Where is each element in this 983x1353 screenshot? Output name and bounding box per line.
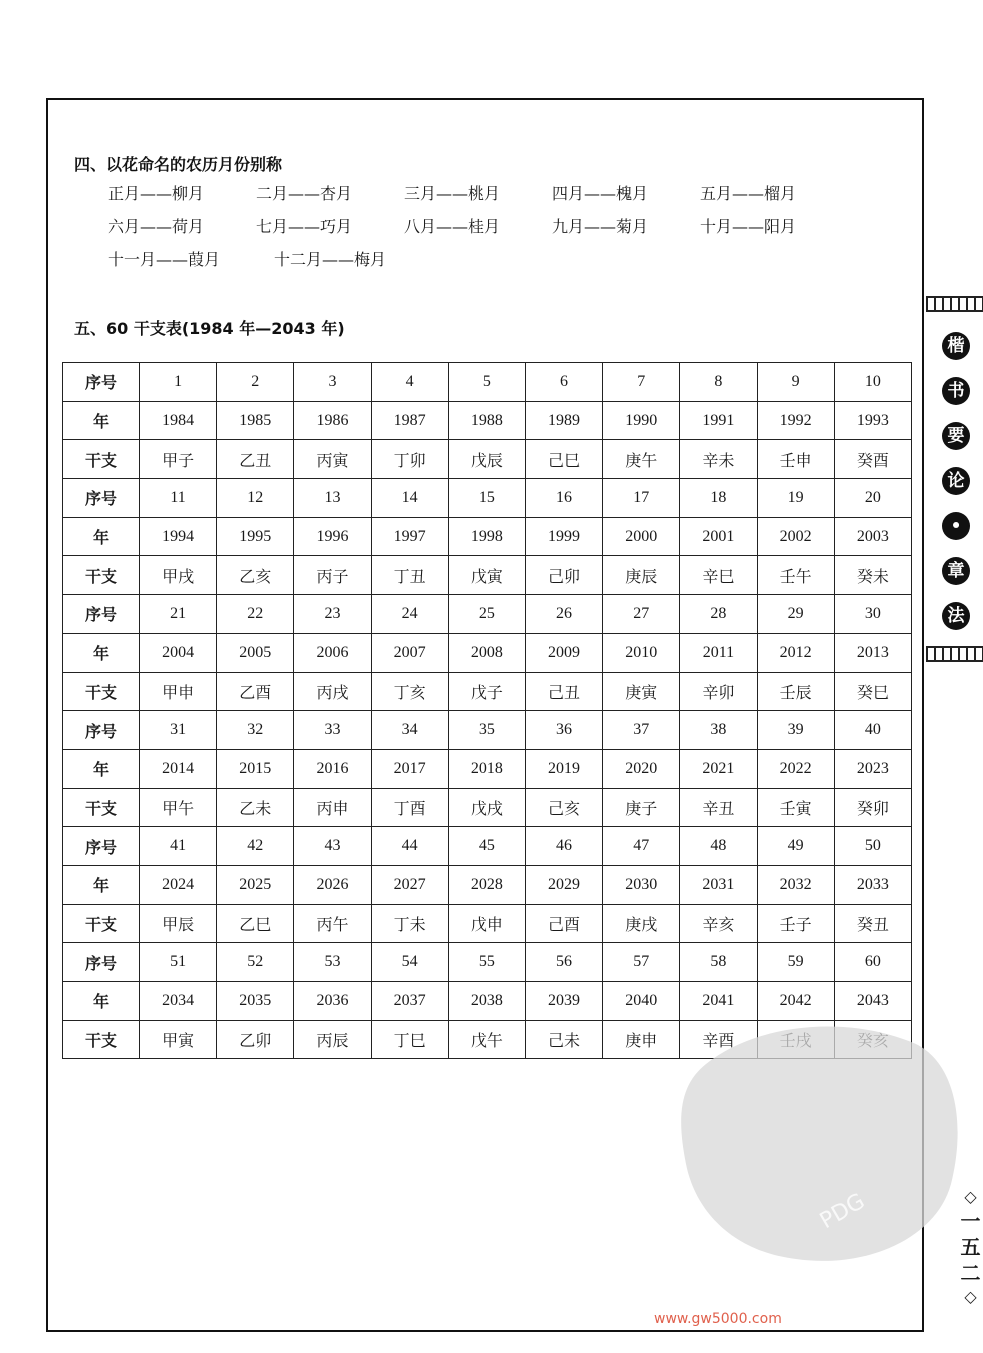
table-cell: 己卯 [525, 556, 602, 595]
table-cell: 2006 [294, 633, 371, 672]
diamond-icon: ◇ [964, 1287, 977, 1306]
row-label: 序号 [63, 363, 140, 402]
table-cell: 1997 [371, 517, 448, 556]
table-cell: 2027 [371, 865, 448, 904]
month-alias: 八月——桂月 [404, 217, 501, 236]
table-cell: 2028 [448, 865, 525, 904]
table-cell: 2003 [834, 517, 911, 556]
table-cell: 甲午 [140, 788, 217, 827]
table-cell: 庚辰 [603, 556, 680, 595]
table-cell: 辛巳 [680, 556, 757, 595]
table-cell: 40 [834, 711, 911, 750]
row-label: 干支 [63, 788, 140, 827]
table-cell: 3 [294, 363, 371, 402]
table-cell: 32 [217, 711, 294, 750]
row-label: 年 [63, 982, 140, 1021]
table-cell: 52 [217, 943, 294, 982]
table-cell: 41 [140, 827, 217, 866]
table-cell: 2017 [371, 749, 448, 788]
table-cell: 辛丑 [680, 788, 757, 827]
table-cell: 35 [448, 711, 525, 750]
row-label: 序号 [63, 711, 140, 750]
section-4-title: 四、以花命名的农历月份别称 [74, 155, 283, 174]
table-cell: 戊午 [448, 1020, 525, 1059]
table-row-index [63, 711, 912, 750]
table-cell: 59 [757, 943, 834, 982]
table-cell: 46 [525, 827, 602, 866]
table-cell: 7 [603, 363, 680, 402]
row-label: 序号 [63, 943, 140, 982]
month-alias: 十月——阳月 [700, 217, 797, 236]
table-cell: 1987 [371, 401, 448, 440]
table-cell: 2029 [525, 865, 602, 904]
table-cell: 49 [757, 827, 834, 866]
table-cell: 58 [680, 943, 757, 982]
month-alias: 五月——榴月 [700, 184, 797, 203]
table-cell: 癸酉 [834, 440, 911, 479]
table-cell: 1985 [217, 401, 294, 440]
table-cell: 2040 [603, 982, 680, 1021]
table-row-index [63, 827, 912, 866]
page-number-digit: 一 [960, 1209, 981, 1233]
table-cell: 19 [757, 479, 834, 518]
table-cell: 壬子 [757, 904, 834, 943]
table-cell: 2030 [603, 865, 680, 904]
table-cell: 53 [294, 943, 371, 982]
page-number-digit: 二 [960, 1261, 981, 1285]
table-cell: 辛未 [680, 440, 757, 479]
row-label: 干支 [63, 556, 140, 595]
month-alias: 六月——荷月 [108, 217, 205, 236]
table-cell: 2033 [834, 865, 911, 904]
table-cell: 2042 [757, 982, 834, 1021]
table-cell: 1993 [834, 401, 911, 440]
table-cell: 乙巳 [217, 904, 294, 943]
table-cell: 2036 [294, 982, 371, 1021]
table-cell: 辛亥 [680, 904, 757, 943]
meander-border-bottom [926, 646, 983, 662]
month-alias-list [108, 182, 848, 281]
table-cell: 2023 [834, 749, 911, 788]
table-cell: 2004 [140, 633, 217, 672]
table-cell: 2034 [140, 982, 217, 1021]
table-cell: 丙辰 [294, 1020, 371, 1059]
seal-text: PDG [815, 1188, 870, 1235]
row-label: 干支 [63, 1020, 140, 1059]
table-cell: 癸卯 [834, 788, 911, 827]
table-cell: 12 [217, 479, 294, 518]
month-alias: 七月——巧月 [256, 217, 353, 236]
table-cell: 1992 [757, 401, 834, 440]
table-cell: 丙午 [294, 904, 371, 943]
page-number-digit: 五 [960, 1235, 981, 1259]
table-cell: 5 [448, 363, 525, 402]
table-cell: 己酉 [525, 904, 602, 943]
table-cell: 乙卯 [217, 1020, 294, 1059]
table-cell: 乙酉 [217, 672, 294, 711]
table-cell: 甲戌 [140, 556, 217, 595]
table-cell: 甲申 [140, 672, 217, 711]
table-cell: 壬辰 [757, 672, 834, 711]
table-cell: 11 [140, 479, 217, 518]
table-cell: 8 [680, 363, 757, 402]
side-title-char: 法 [942, 602, 970, 630]
table-cell: 28 [680, 595, 757, 634]
table-cell: 2000 [603, 517, 680, 556]
side-title-char: 论 [942, 467, 970, 495]
table-cell: 2041 [680, 982, 757, 1021]
table-row-index [63, 479, 912, 518]
table-cell: 13 [294, 479, 371, 518]
table-row-year [63, 865, 912, 904]
table-cell: 1989 [525, 401, 602, 440]
table-cell: 57 [603, 943, 680, 982]
side-title-bar [926, 296, 983, 664]
row-label: 干支 [63, 904, 140, 943]
table-cell: 庚寅 [603, 672, 680, 711]
table-cell: 1996 [294, 517, 371, 556]
diamond-icon: ◇ [964, 1187, 977, 1206]
table-cell: 1984 [140, 401, 217, 440]
month-alias: 正月——柳月 [108, 184, 205, 203]
table-cell: 2032 [757, 865, 834, 904]
table-cell: 2001 [680, 517, 757, 556]
month-alias: 四月——槐月 [552, 184, 649, 203]
table-cell: 22 [217, 595, 294, 634]
table-cell: 2010 [603, 633, 680, 672]
side-title-char: 书 [942, 377, 970, 405]
side-title-char: 要 [942, 422, 970, 450]
table-cell: 51 [140, 943, 217, 982]
table-cell: 2043 [834, 982, 911, 1021]
table-cell: 10 [834, 363, 911, 402]
table-cell: 33 [294, 711, 371, 750]
table-cell: 2038 [448, 982, 525, 1021]
month-row [108, 248, 848, 281]
table-cell: 2039 [525, 982, 602, 1021]
table-cell: 丁巳 [371, 1020, 448, 1059]
table-cell: 戊子 [448, 672, 525, 711]
table-cell: 2018 [448, 749, 525, 788]
table-cell: 2011 [680, 633, 757, 672]
table-cell: 2025 [217, 865, 294, 904]
table-row-year [63, 749, 912, 788]
side-title-char: 楷 [942, 332, 970, 360]
table-cell: 29 [757, 595, 834, 634]
table-cell: 2024 [140, 865, 217, 904]
table-cell: 2031 [680, 865, 757, 904]
table-cell: 1995 [217, 517, 294, 556]
table-cell: 1988 [448, 401, 525, 440]
month-alias: 十一月——葭月 [108, 250, 221, 269]
table-cell: 2002 [757, 517, 834, 556]
table-cell: 己未 [525, 1020, 602, 1059]
table-cell: 20 [834, 479, 911, 518]
table-cell: 丁未 [371, 904, 448, 943]
table-cell: 戊辰 [448, 440, 525, 479]
table-row-ganzhi [63, 556, 912, 595]
month-row [108, 182, 848, 215]
side-title-char: 章 [942, 557, 970, 585]
table-cell: 1994 [140, 517, 217, 556]
table-cell: 戊申 [448, 904, 525, 943]
table-cell: 48 [680, 827, 757, 866]
table-cell: 21 [140, 595, 217, 634]
table-cell: 乙未 [217, 788, 294, 827]
table-cell: 乙亥 [217, 556, 294, 595]
table-cell: 27 [603, 595, 680, 634]
page-number-marker [958, 1186, 983, 1308]
table-cell: 9 [757, 363, 834, 402]
table-cell: 2026 [294, 865, 371, 904]
table-cell: 辛卯 [680, 672, 757, 711]
table-cell: 己亥 [525, 788, 602, 827]
table-row-index [63, 595, 912, 634]
table-cell: 17 [603, 479, 680, 518]
table-cell: 壬申 [757, 440, 834, 479]
table-cell: 2008 [448, 633, 525, 672]
month-alias: 十二月——梅月 [274, 250, 387, 269]
row-label: 序号 [63, 595, 140, 634]
row-label: 干支 [63, 672, 140, 711]
row-label: 年 [63, 633, 140, 672]
meander-border-top [926, 296, 983, 312]
table-cell: 2014 [140, 749, 217, 788]
table-cell: 2012 [757, 633, 834, 672]
table-row-ganzhi [63, 904, 912, 943]
row-label: 年 [63, 749, 140, 788]
table-row-ganzhi [63, 440, 912, 479]
table-cell: 壬寅 [757, 788, 834, 827]
table-cell: 1 [140, 363, 217, 402]
table-cell: 壬午 [757, 556, 834, 595]
table-cell: 2021 [680, 749, 757, 788]
table-cell: 丁卯 [371, 440, 448, 479]
table-cell: 43 [294, 827, 371, 866]
ganzhi-table [62, 362, 912, 1059]
table-cell: 31 [140, 711, 217, 750]
table-cell: 庚午 [603, 440, 680, 479]
table-row-year [63, 633, 912, 672]
table-row-year [63, 517, 912, 556]
table-cell: 50 [834, 827, 911, 866]
table-cell: 癸未 [834, 556, 911, 595]
table-cell: 2016 [294, 749, 371, 788]
table-cell: 44 [371, 827, 448, 866]
table-cell: 38 [680, 711, 757, 750]
table-cell: 24 [371, 595, 448, 634]
table-cell: 丁酉 [371, 788, 448, 827]
table-cell: 23 [294, 595, 371, 634]
table-cell: 1999 [525, 517, 602, 556]
table-cell: 2009 [525, 633, 602, 672]
table-row-ganzhi [63, 788, 912, 827]
month-alias: 三月——桃月 [404, 184, 501, 203]
row-label: 年 [63, 865, 140, 904]
table-cell: 45 [448, 827, 525, 866]
month-alias: 九月——菊月 [552, 217, 649, 236]
table-cell: 庚申 [603, 1020, 680, 1059]
table-cell: 1986 [294, 401, 371, 440]
table-cell: 甲辰 [140, 904, 217, 943]
table-cell: 2019 [525, 749, 602, 788]
table-cell: 30 [834, 595, 911, 634]
table-row-index [63, 363, 912, 402]
table-cell: 26 [525, 595, 602, 634]
table-cell: 1991 [680, 401, 757, 440]
table-cell: 55 [448, 943, 525, 982]
section-5-title: 五、60 干支表(1984 年—2043 年) [74, 319, 345, 338]
table-cell: 甲寅 [140, 1020, 217, 1059]
table-cell: 庚戌 [603, 904, 680, 943]
table-cell: 18 [680, 479, 757, 518]
table-cell: 2015 [217, 749, 294, 788]
table-row-index [63, 943, 912, 982]
table-cell: 戊戌 [448, 788, 525, 827]
table-cell: 56 [525, 943, 602, 982]
table-cell: 39 [757, 711, 834, 750]
table-cell: 甲子 [140, 440, 217, 479]
table-cell: 己巳 [525, 440, 602, 479]
table-cell: 1998 [448, 517, 525, 556]
table-cell: 2007 [371, 633, 448, 672]
table-cell: 2 [217, 363, 294, 402]
row-label: 序号 [63, 479, 140, 518]
table-cell: 4 [371, 363, 448, 402]
table-cell: 丙戌 [294, 672, 371, 711]
table-cell: 2005 [217, 633, 294, 672]
row-label: 序号 [63, 827, 140, 866]
table-cell: 60 [834, 943, 911, 982]
month-row [108, 215, 848, 248]
table-cell: 丁亥 [371, 672, 448, 711]
table-cell: 丙申 [294, 788, 371, 827]
table-cell: 25 [448, 595, 525, 634]
watermark-url: www.gw5000.com [654, 1311, 782, 1327]
table-cell: 15 [448, 479, 525, 518]
table-cell: 2020 [603, 749, 680, 788]
table-cell: 36 [525, 711, 602, 750]
month-alias: 二月——杏月 [256, 184, 353, 203]
table-cell: 丙寅 [294, 440, 371, 479]
table-row-ganzhi [63, 672, 912, 711]
table-cell: 丙子 [294, 556, 371, 595]
seal-watermark [666, 1004, 966, 1274]
table-cell: 癸巳 [834, 672, 911, 711]
table-cell: 16 [525, 479, 602, 518]
table-cell: 辛酉 [680, 1020, 757, 1059]
table-cell: 37 [603, 711, 680, 750]
table-cell: 6 [525, 363, 602, 402]
table-cell: 庚子 [603, 788, 680, 827]
table-cell: 乙丑 [217, 440, 294, 479]
row-label: 干支 [63, 440, 140, 479]
row-label: 年 [63, 517, 140, 556]
side-title-char: • [942, 512, 970, 540]
table-cell: 2035 [217, 982, 294, 1021]
table-cell: 戊寅 [448, 556, 525, 595]
row-label: 年 [63, 401, 140, 440]
table-cell: 47 [603, 827, 680, 866]
table-cell: 丁丑 [371, 556, 448, 595]
table-cell: 34 [371, 711, 448, 750]
table-cell: 42 [217, 827, 294, 866]
table-cell: 54 [371, 943, 448, 982]
table-cell: 14 [371, 479, 448, 518]
table-cell: 癸丑 [834, 904, 911, 943]
table-row-year [63, 401, 912, 440]
table-cell: 2013 [834, 633, 911, 672]
table-cell: 2037 [371, 982, 448, 1021]
table-cell: 己丑 [525, 672, 602, 711]
table-cell: 1990 [603, 401, 680, 440]
table-cell: 2022 [757, 749, 834, 788]
